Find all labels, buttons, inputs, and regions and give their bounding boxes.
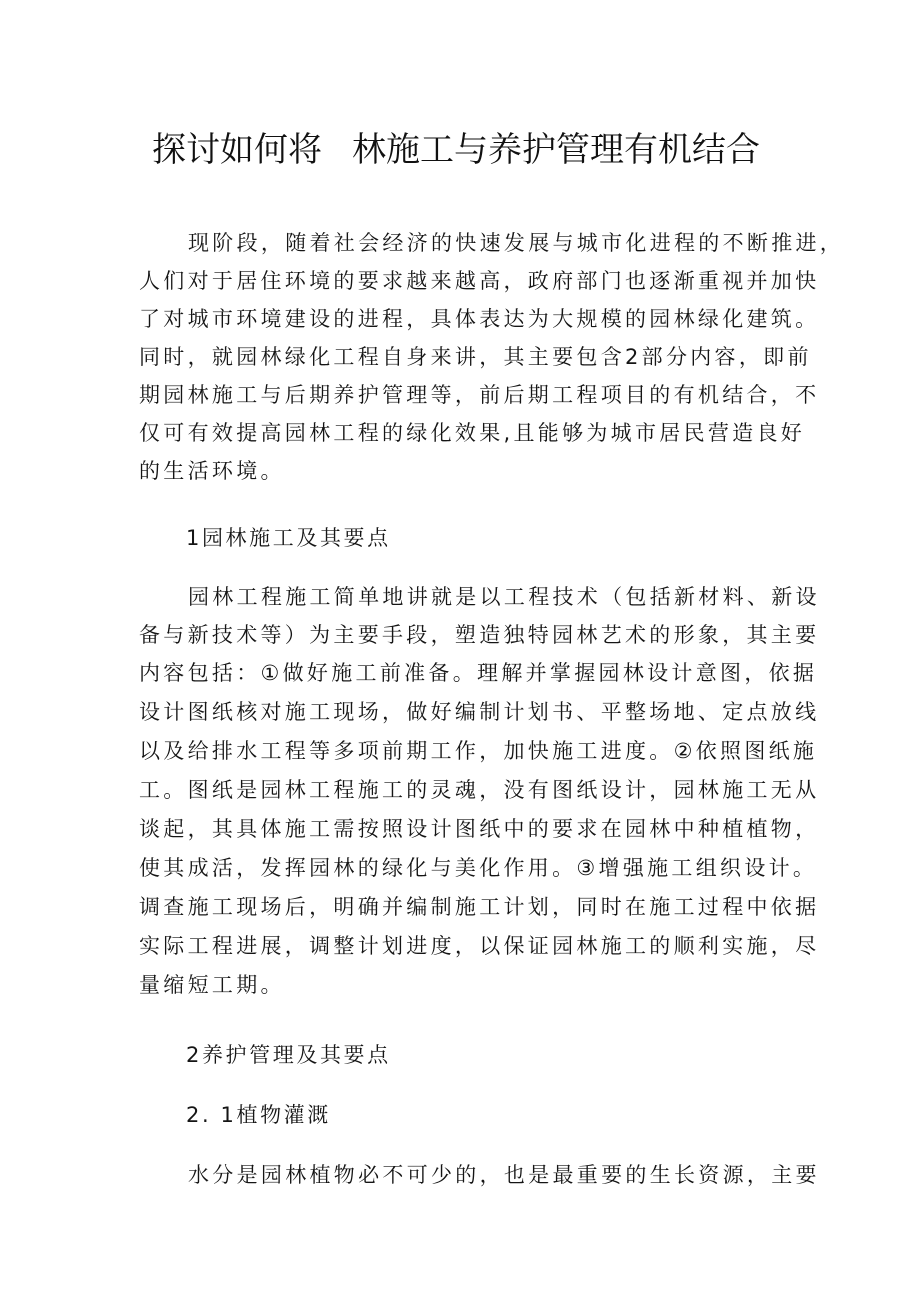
- document-title: [152, 128, 760, 172]
- intro-line-3: 了对城市环境建设的进程，具体表达为大规模的园林绿化建筑。: [139, 307, 820, 331]
- section-1-line-4: 设计图纸核对施工现场，做好编制计划书、平整场地、定点放线: [139, 700, 820, 724]
- subsection-2-1-heading: 2. 1植物灌溉: [186, 1103, 331, 1127]
- section-1-line-1: 园林工程施工简单地讲就是以工程技术（包括新材料、新设: [188, 585, 820, 609]
- section-1-line-6: 工。图纸是园林工程施工的灵魂，没有图纸设计，园林施工无从: [139, 778, 820, 802]
- section-1-line-10: 实际工程进展，调整计划进度，以保证园林施工的顺利实施，尽: [139, 934, 820, 958]
- title-part-2: 林施工与养护管理有机结合: [352, 130, 760, 170]
- intro-line-1: 现阶段，随着社会经济的快速发展与城市化进程的不断推进，: [188, 231, 845, 255]
- subsection-2-1-line-1: 水分是园林植物必不可少的，也是最重要的生长资源，主要: [188, 1163, 820, 1187]
- intro-line-5: 期园林施工与后期养护管理等，前后期工程项目的有机结合，不: [139, 383, 820, 407]
- section-1-heading: 1园林施工及其要点: [186, 526, 391, 550]
- intro-line-6: 仅可有效提高园林工程的绿化效果,且能够为城市居民营造良好: [139, 421, 806, 445]
- section-1-line-2: 备与新技术等）为主要手段，塑造独特园林艺术的形象，其主要: [139, 623, 820, 647]
- section-2-heading: 2养护管理及其要点: [186, 1043, 391, 1067]
- section-1-line-5: 以及给排水工程等多项前期工作，加快施工进度。②依照图纸施: [139, 739, 818, 763]
- intro-line-4: 同时，就园林绿化工程自身来讲，其主要包含2部分内容，即前: [139, 345, 812, 369]
- section-1-line-7: 谈起，其具体施工需按照设计图纸中的要求在园林中种植植物，: [139, 817, 820, 841]
- section-1-line-3: 内容包括：①做好施工前准备。理解并掌握园林设计意图，依据: [139, 661, 818, 685]
- intro-line-2: 人们对于居住环境的要求越来越高，政府部门也逐渐重视并加快: [139, 269, 820, 293]
- section-1-line-8: 使其成活，发挥园林的绿化与美化作用。③增强施工组织设计。: [139, 856, 818, 880]
- section-1-line-9: 调查施工现场后，明确并编制施工计划，同时在施工过程中依据: [139, 895, 820, 919]
- title-part-1: 探讨如何将: [152, 130, 322, 170]
- section-1-line-11: 量缩短工期。: [139, 973, 285, 997]
- intro-line-7: 的生活环境。: [139, 459, 285, 483]
